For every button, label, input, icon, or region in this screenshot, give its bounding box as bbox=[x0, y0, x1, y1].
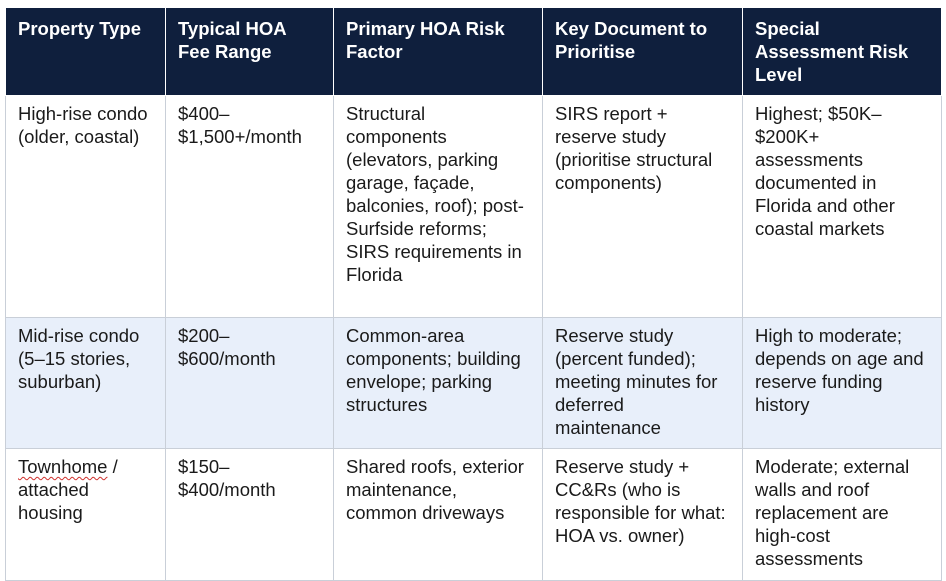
table-row bbox=[6, 318, 942, 449]
spellcheck-word: Townhome bbox=[18, 456, 108, 477]
cell-property-type: Mid-rise condo (5–15 stories, suburban) bbox=[6, 318, 166, 449]
cell-fee-range: $150–$400/month bbox=[166, 449, 334, 581]
cell-fee-range: $200–$600/month bbox=[166, 318, 334, 449]
cell-fee-range: $400–$1,500+/month bbox=[166, 96, 334, 318]
header-property-type: Property Type bbox=[6, 8, 166, 96]
header-risk-factor: Primary HOA Risk Factor bbox=[334, 8, 543, 96]
cell-risk-factor: Common-area components; building envelope; parking structures bbox=[334, 318, 543, 449]
table-row bbox=[6, 96, 942, 318]
hoa-comparison-table bbox=[5, 7, 942, 581]
cell-risk-factor: Shared roofs, exterior maintenance, common driveways bbox=[334, 449, 543, 581]
cell-assessment-risk: High to moderate; depends on age and reserve funding history bbox=[743, 318, 942, 449]
cell-key-document: Reserve study (percent funded); meeting minutes for deferred maintenance bbox=[543, 318, 743, 449]
cell-property-type bbox=[6, 449, 166, 581]
cell-property-type-rest: / attached housing bbox=[18, 456, 118, 523]
cell-assessment-risk: Moderate; external walls and roof replacement are high-cost assessments bbox=[743, 449, 942, 581]
cell-risk-factor: Structural components (elevators, parking garage, façade, balconies, roof); post-Surfside reforms; SIRS requirements in Florida bbox=[334, 96, 543, 318]
header-row bbox=[6, 8, 942, 96]
cell-property-type: High-rise condo (older, coastal) bbox=[6, 96, 166, 318]
header-assessment-risk: Special Assessment Risk Level bbox=[743, 8, 942, 96]
table-row bbox=[6, 449, 942, 581]
header-key-document: Key Document to Prioritise bbox=[543, 8, 743, 96]
table-header bbox=[6, 8, 942, 96]
header-fee-range: Typical HOA Fee Range bbox=[166, 8, 334, 96]
cell-key-document: SIRS report + reserve study (prioritise structural components) bbox=[543, 96, 743, 318]
table-body bbox=[6, 96, 942, 581]
cell-assessment-risk: Highest; $50K–$200K+ assessments documented in Florida and other coastal markets bbox=[743, 96, 942, 318]
cell-key-document: Reserve study + CC&Rs (who is responsible for what: HOA vs. owner) bbox=[543, 449, 743, 581]
